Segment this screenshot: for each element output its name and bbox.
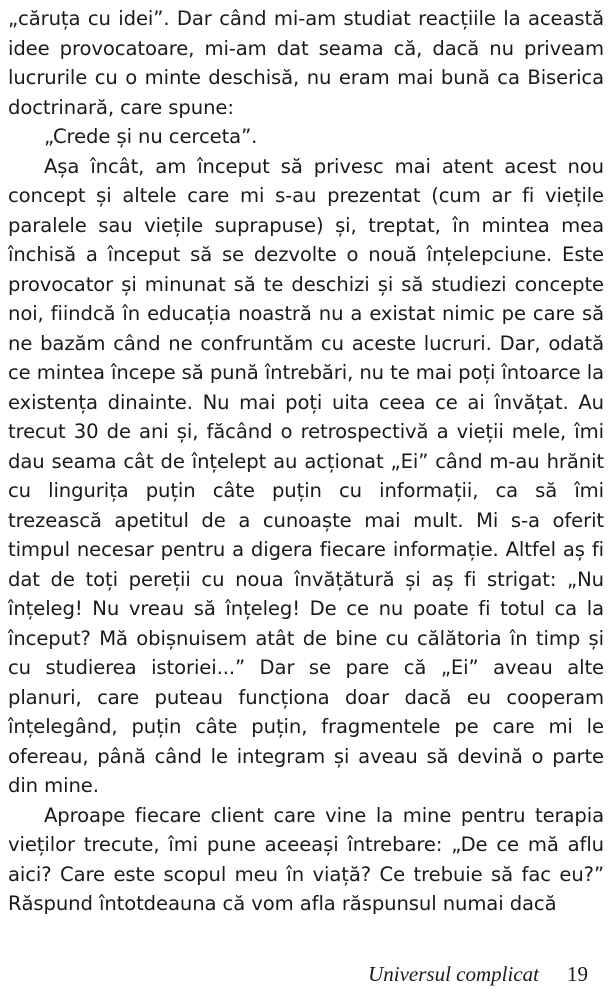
page-footer bbox=[0, 962, 588, 987]
body-text bbox=[8, 4, 604, 919]
running-title: Universul complicat bbox=[368, 962, 539, 986]
paragraph-4: Aproape fiecare client care vine la mine pentru terapia vieților trecute, îmi pune aceeași întrebare: „De ce mă aflu aici? Care este scopul meu în viață? Ce trebuie să fac eu?” Răspund întotdeauna că vom afla răspunsul numai dacă bbox=[8, 803, 604, 915]
paragraph-3: Așa încât, am început să privesc mai atent acest nou concept și altele care mi s-au prezentat (cum ar fi viețile paralele sau viețile suprapuse) și, treptat, în mintea mea închisă a început să se dezvolte o nouă înțelepciune. Este provocator și minunat să te deschizi și să studiezi concepte noi, fiindcă în educația noastră nu a existat nimic pe care să ne bazăm când ne confruntăm cu aceste lucruri. Dar, odată ce mintea începe să pună întrebări, nu te mai poți întoarce la existența dinainte. Nu mai poți uita ceea ce ai învățat. Au trecut 30 de ani și, făcând o retrospectivă a vieții mele, îmi dau seama cât de înțelept au acționat „Ei” când m-au hrănit cu lingurița puțin câte puțin cu informații, ca să îmi trezească apetitul de a cunoaște mai mult. Mi s-a oferit timpul necesar pentru a digera fiecare informație. Altfel aș fi dat de toți pereții cu noua învățătură și aș fi strigat: „Nu înțeleg! Nu vreau să înțeleg! De ce nu poate fi totul ca la început? Mă obișnuisem atât de bine cu călătoria în timp și cu studierea istoriei...” Dar se pare că „Ei” aveau alte planuri, care puteau funcționa doar dacă eu cooperam înțelegând, puțin câte puțin, fragmentele pe care mi le ofereau, până când le integram și aveau să devină o parte din mine. bbox=[8, 154, 605, 797]
page-number: 19 bbox=[567, 962, 588, 986]
paragraph-1: „căruța cu idei”. Dar când mi-am studiat reacțiile la această idee provocatoare, mi-am dat seama că, dacă nu priveam lucrurile cu o minte deschisă, nu eram mai bună ca Biserica doctrinară, care spune: bbox=[8, 7, 604, 119]
paragraph-2: „Crede și nu cerceta”. bbox=[44, 125, 258, 148]
